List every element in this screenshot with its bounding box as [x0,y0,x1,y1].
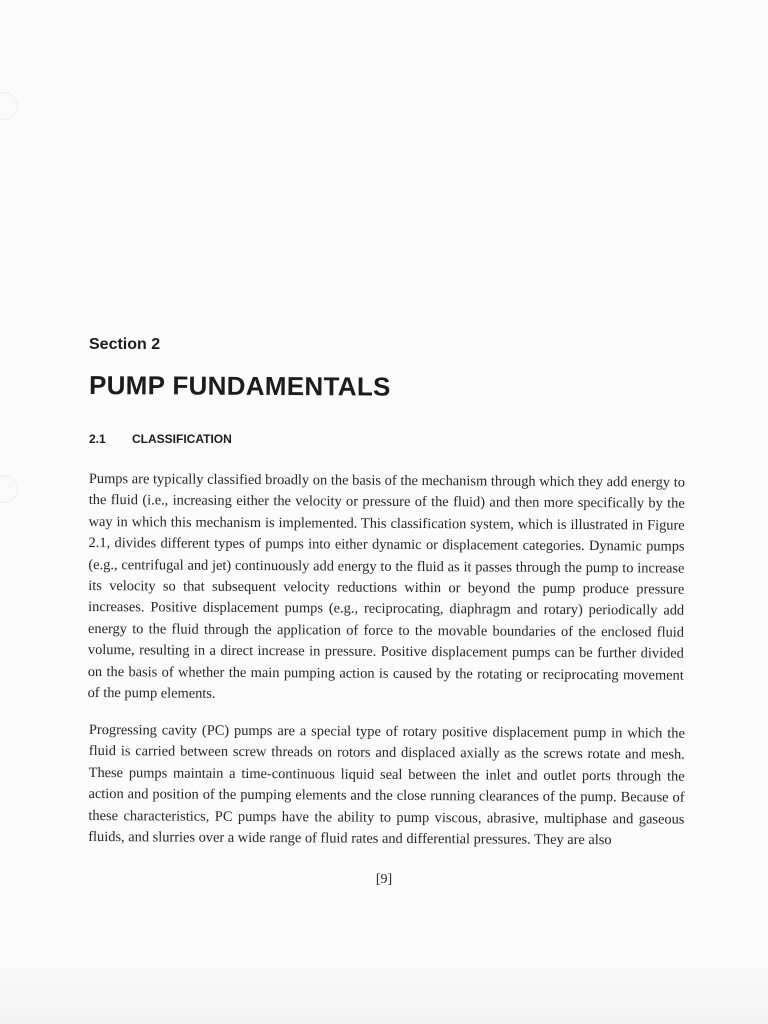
punch-hole-mark [0,475,18,503]
scan-edge-shading [0,958,768,1024]
chapter-title: PUMP FUNDAMENTALS [88,370,391,402]
page-number: [9] [375,872,393,887]
subsection-title: CLASSIFICATION [132,432,232,446]
punch-hole-mark [0,92,18,120]
subsection-number: 2.1 [89,432,106,446]
subsection-heading [89,432,232,446]
paragraph-classification: Pumps are typically classified broadly on the basis of the mechanism through which they add energy to the fluid (i.e., increasing either the velocity or pressure of the fluid) and then more specifically by the way in which this mechanism is implemented. This classification system, which is illustrated in Figure 2.1, divides different types of pumps into either dynamic or displacement categories. Dynamic pumps (e.g., centrifugal and jet) continuously add energy to the fluid as it passes through the pump to increase its velocity so that subsequent velocity reductions within or beyond the pump produce pressure increases. Positive displacement pumps (e.g., reciprocating, diaphragm and rotary) periodically add energy to the fluid through the application of force to the movable boundaries of the enclosed fluid volume, resulting in a direct increase in pressure. Positive displacement pumps can be further divided on the basis of whether the main pumping action is caused by the rotating or reciprocating movement of the pump elements. [87,470,685,702]
section-label: Section 2 [89,336,161,353]
paragraph-pc-pumps: Progressing cavity (PC) pumps are a special type of rotary positive displacement pump in which the fluid is carried between screw threads on rotors and displaced axially as the screws rotate and mesh. These pumps maintain a time-continuous liquid seal between the inlet and outlet ports through the action and position of the pumping elements and the close running clearances of the pump. Because of these characteristics, PC pumps have the ability to pump viscous, abrasive, multiphase and gaseous fluids, and slurries over a wide range of fluid rates and differential pressures. They are also [88,721,685,849]
